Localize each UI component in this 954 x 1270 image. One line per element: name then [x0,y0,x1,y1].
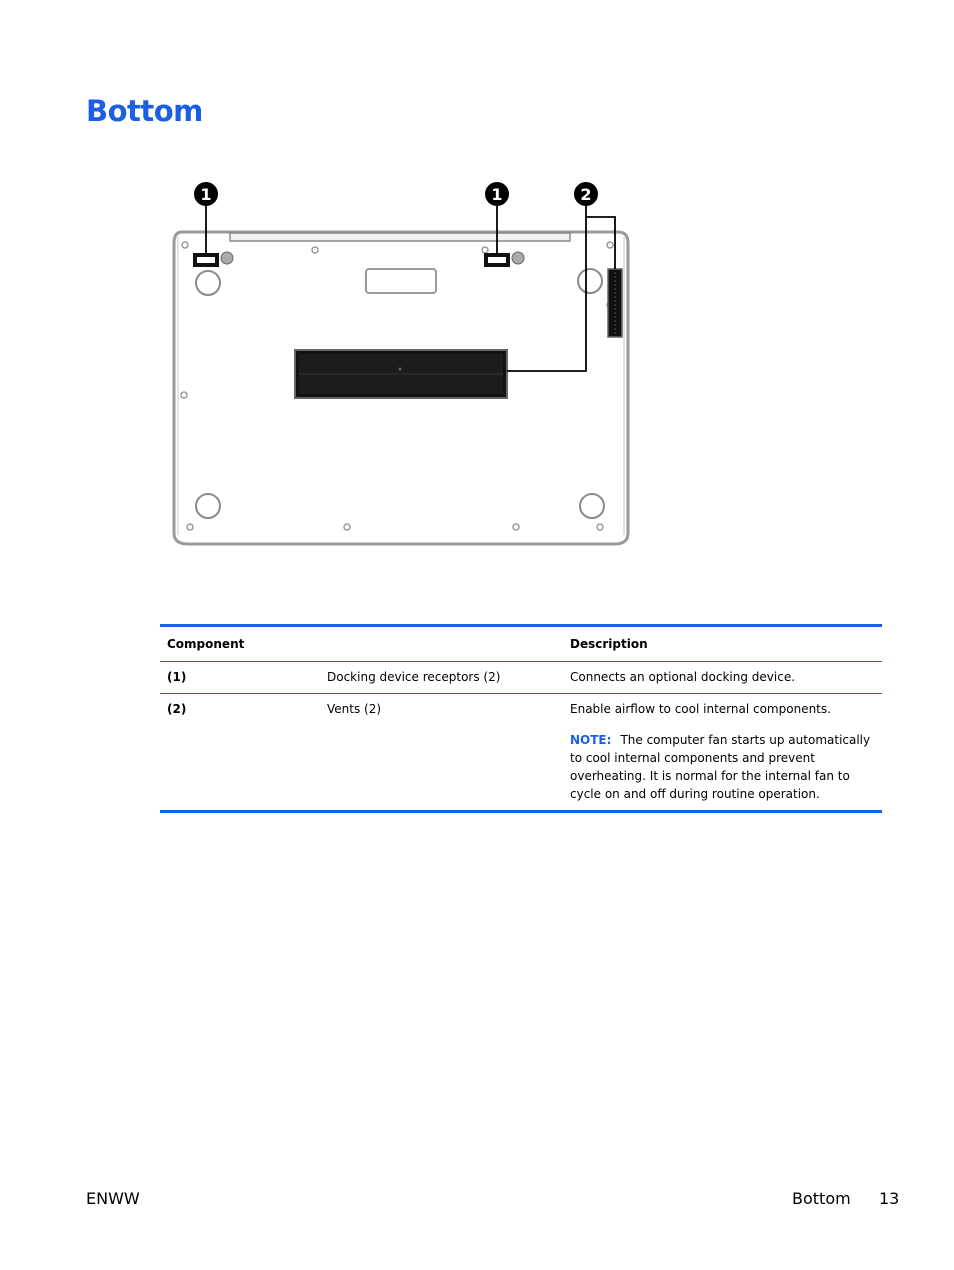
callout-badge-2 [574,182,598,206]
footer-section-title: Bottom [792,1189,851,1208]
description-text: Connects an optional docking device. [570,670,796,684]
note-label: NOTE: [570,733,612,747]
note-block [570,731,876,803]
callout-badge-1a [194,182,218,206]
column-header-component: Component [160,626,320,662]
component-number: (1) [160,662,320,694]
callout-number: 1 [491,185,503,204]
note-text: The computer fan starts up automatically to cool internal components and prevent overheating. It is normal for the internal fan to cycle on and off during routine operation. [570,733,871,801]
callout-badge-1b [485,182,509,206]
callout-number: 2 [580,185,592,204]
component-name: Vents (2) [327,702,382,716]
table-header-row [160,626,882,662]
component-description [563,694,882,812]
label-plate [366,269,436,293]
table-row [160,694,882,812]
description-text: Enable airflow to cool internal components. [570,702,831,716]
component-number: (2) [167,702,187,716]
component-description [563,662,882,694]
main-vent-icon [295,350,507,398]
side-vent-icon [608,269,622,337]
hinge-strip [230,233,570,241]
table-row [160,662,882,694]
footer-page-number: 13 [879,1189,900,1208]
component-table [160,624,882,813]
footer-locale: ENWW [86,1189,140,1208]
page-title: Bottom [86,94,203,128]
callout-number: 1 [200,185,212,204]
column-header-description: Description [563,626,882,662]
column-header-blank [320,626,563,662]
component-name: Docking device receptors (2) [320,662,563,694]
laptop-bottom-illustration [160,175,640,555]
